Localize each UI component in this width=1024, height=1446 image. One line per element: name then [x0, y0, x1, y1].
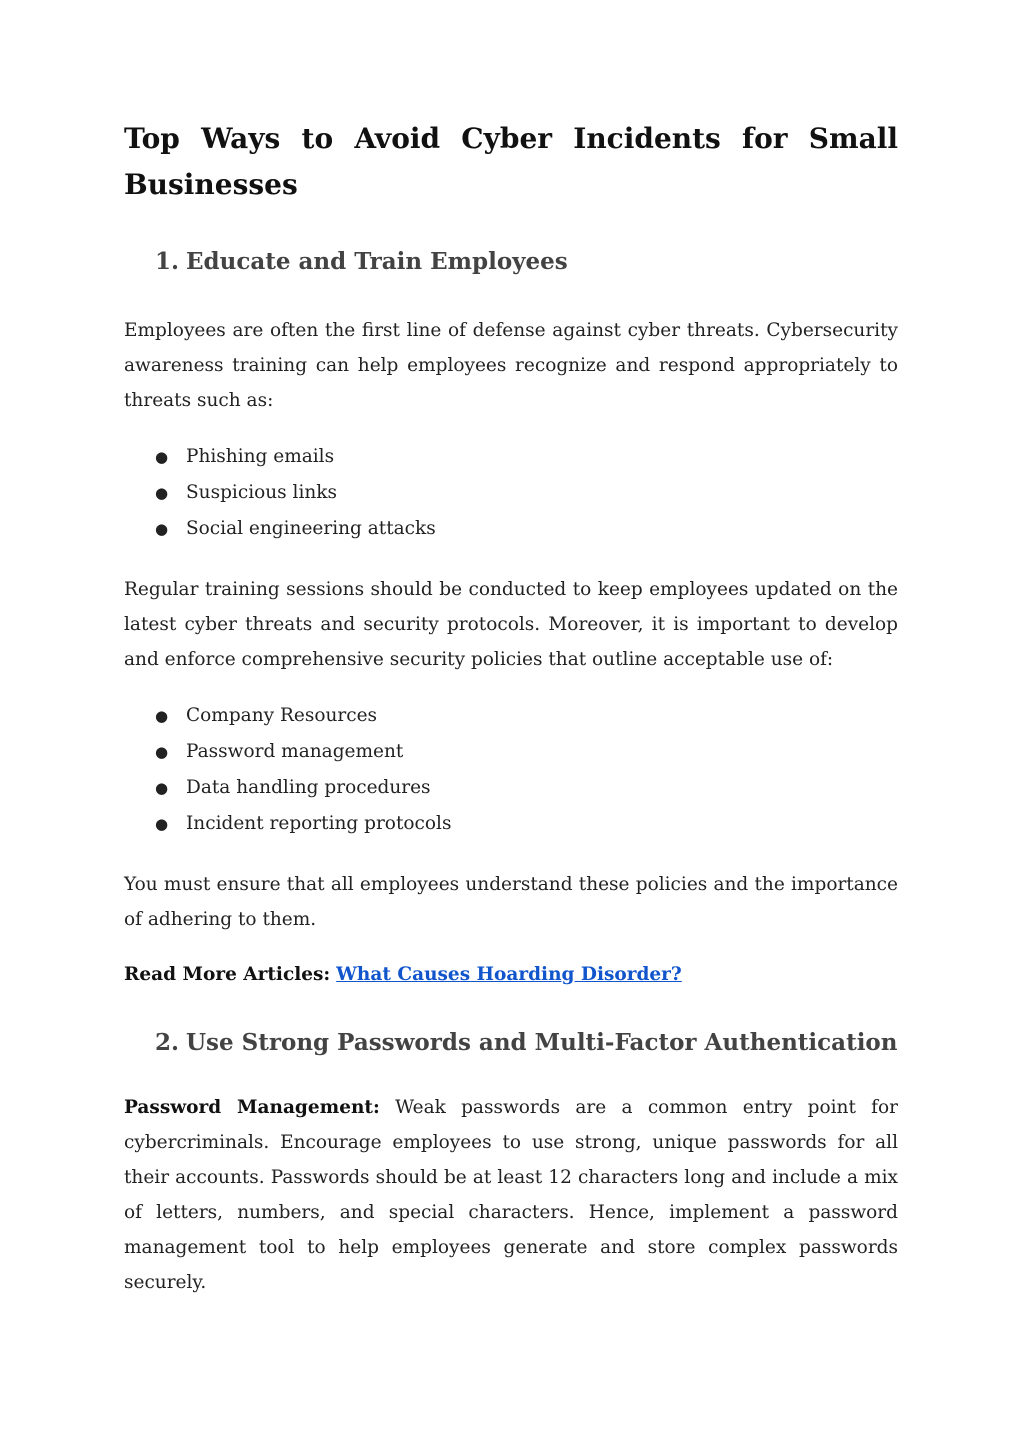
threats-list [124, 439, 898, 547]
bullet-icon: ● [155, 707, 169, 725]
bullet-icon: ● [155, 484, 169, 502]
read-more-line [124, 957, 898, 992]
list-item: ● Company Resources [124, 698, 898, 734]
read-more-link[interactable]: What Causes Hoarding Disorder? [336, 964, 682, 985]
read-more-label: Read More Articles: [124, 964, 331, 985]
training-paragraph: Regular training sessions should be conducted to keep employees updated on the latest cyber threats and security protocols. Moreover, it is important to develop and enforce comprehensive security policies that outline acceptable use of: [124, 579, 898, 670]
password-paragraph [124, 1090, 898, 1300]
section-number: 1. [155, 248, 180, 275]
list-item: ● Data handling procedures [124, 770, 898, 806]
list-item: ● Password management [124, 734, 898, 770]
list-item: ● Phishing emails [124, 439, 898, 475]
list-item: ● Suspicious links [124, 475, 898, 511]
section-heading-educate [124, 247, 898, 277]
bullet-icon: ● [155, 779, 169, 797]
password-lead: Password Management: [124, 1097, 380, 1118]
document-page [124, 116, 898, 1300]
password-body: Weak passwords are a common entry point for cybercriminals. Encourage employees to use strong, unique passwords for all their accounts. Passwords should be at least 12 characters long and include a mix of letters, numbers, and special characters. Hence, implement a password management tool to help employees generate and store complex passwords securely. [124, 1097, 898, 1293]
bullet-icon: ● [155, 520, 169, 538]
bullet-icon: ● [155, 448, 169, 466]
bullet-icon: ● [155, 815, 169, 833]
intro-paragraph: Employees are often the first line of defense against cyber threats. Cybersecurity awareness training can help employees recognize and respond appropriately to threats such as: [124, 320, 898, 411]
section-number: 2. [155, 1029, 180, 1056]
section-heading-text: Use Strong Passwords and Multi-Factor Authentication [186, 1029, 898, 1056]
document-title: Top Ways to Avoid Cyber Incidents for Small Businesses [124, 122, 898, 201]
section-heading-text: Educate and Train Employees [186, 248, 568, 275]
list-item: ● Social engineering attacks [124, 511, 898, 547]
closing-paragraph: You must ensure that all employees understand these policies and the importance of adhering to them. [124, 874, 898, 930]
policies-list [124, 698, 898, 842]
bullet-icon: ● [155, 743, 169, 761]
list-item: ● Incident reporting protocols [124, 806, 898, 842]
section-heading-passwords [124, 1028, 898, 1058]
